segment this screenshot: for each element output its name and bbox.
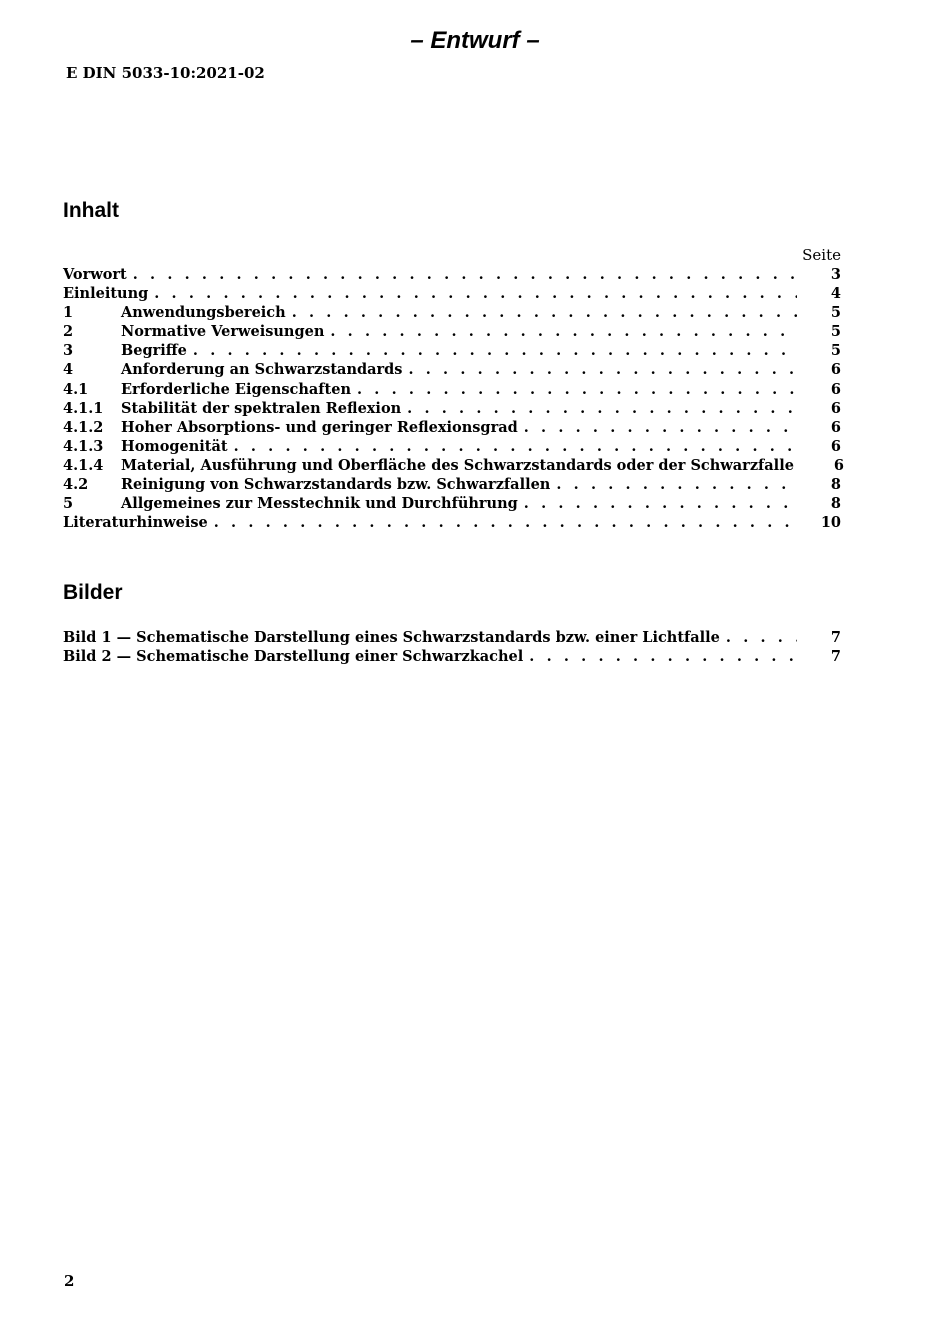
toc-entry[interactable] (63, 322, 841, 341)
toc-entry-number: 4.1.3 (63, 437, 104, 455)
dot-leader (193, 341, 797, 360)
toc-entry[interactable] (63, 341, 841, 360)
toc-entry[interactable] (63, 265, 841, 284)
toc-entry-title: Bild 1 — Schematische Darstellung eines Schwarzstandards bzw. einer Lichtfalle (63, 629, 720, 646)
figure-entry[interactable] (63, 647, 841, 666)
toc-entry-page: 10 (820, 514, 841, 532)
toc-entry-title: Einleitung (63, 285, 149, 303)
dot-leader (407, 399, 797, 418)
toc-entry-title: Stabilität der spektralen Reflexion (121, 399, 402, 417)
toc-entry-page: 6 (830, 399, 841, 417)
dot-leader (726, 628, 797, 647)
figure-entry[interactable] (63, 628, 841, 647)
list-of-figures (63, 628, 841, 666)
toc-entry[interactable] (63, 399, 841, 418)
figures-heading: Bilder (63, 581, 123, 604)
toc-entry-title: Anwendungsbereich (121, 304, 286, 322)
toc-entry-title: Reinigung von Schwarzstandards bzw. Schwarzfallen (121, 476, 551, 494)
toc-entry[interactable] (63, 513, 841, 532)
toc-entry-title: Erforderliche Eigenschaften (121, 380, 352, 398)
toc-entry-title: Normative Verweisungen (121, 323, 325, 341)
toc-entry-title: Bild 2 — Schematische Darstellung einer Schwarzkachel (63, 648, 524, 666)
dot-leader (214, 513, 797, 532)
table-of-contents (63, 246, 844, 532)
toc-entry[interactable] (63, 494, 841, 513)
dot-leader (524, 494, 797, 513)
toc-entry-page: 6 (830, 437, 841, 455)
toc-entry-title: Hoher Absorptions- und geringer Reflexionsgrad (121, 418, 518, 436)
toc-entry-title: Homogenität (121, 437, 228, 455)
toc-entry-number: 2 (63, 323, 74, 341)
dot-leader (292, 303, 797, 322)
toc-entry-title: Allgemeines zur Messtechnik und Durchführung (121, 495, 518, 513)
figure-entries (63, 628, 841, 666)
toc-entry-title: Vorwort (63, 266, 127, 283)
toc-entry[interactable] (63, 303, 841, 322)
toc-entry-number: 4.1 (63, 380, 89, 398)
dot-leader (408, 360, 797, 379)
dot-leader (357, 380, 797, 399)
toc-entry-number: 1 (63, 304, 74, 322)
toc-entry-page: 8 (830, 495, 841, 513)
dot-leader (524, 418, 797, 437)
toc-entry[interactable] (63, 437, 841, 456)
toc-entry-title: Begriffe (121, 342, 187, 360)
toc-entry-page: 7 (830, 648, 841, 666)
document-id: E DIN 5033-10:2021-02 (66, 64, 265, 82)
toc-entry-page: 6 (833, 456, 844, 474)
toc-entry-number: 4.1.1 (63, 399, 104, 417)
toc-entry-title: Literaturhinweise (63, 514, 208, 532)
toc-entry-page: 4 (830, 285, 841, 303)
toc-entry-page: 7 (830, 629, 841, 646)
toc-entry[interactable] (63, 284, 841, 303)
toc-entry-page: 5 (830, 342, 841, 360)
toc-entry-number: 4.1.4 (63, 456, 104, 474)
toc-entry-number: 3 (63, 342, 74, 360)
dot-leader (234, 437, 797, 456)
dot-leader (133, 265, 797, 284)
dot-leader (529, 647, 797, 666)
dot-leader (556, 475, 797, 494)
toc-entry-title: Material, Ausführung und Oberfläche des Schwarzstandards oder der Schwarzfalle (121, 456, 794, 474)
toc-entry-number: 4.1.2 (63, 418, 104, 436)
toc-entry-number: 4 (63, 361, 74, 379)
toc-entry[interactable] (63, 360, 841, 379)
toc-entry-number: 5 (63, 495, 74, 513)
page-column-label: Seite (802, 246, 841, 264)
toc-entry-title: Anforderung an Schwarzstandards (121, 361, 403, 379)
page-number: 2 (64, 1272, 75, 1290)
toc-entry-page: 6 (830, 380, 841, 398)
toc-entry[interactable] (63, 380, 841, 399)
toc-entry-page: 3 (830, 266, 841, 283)
dot-leader (330, 322, 797, 341)
toc-entry-page: 5 (830, 323, 841, 341)
toc-entries (63, 265, 844, 532)
toc-entry[interactable] (63, 418, 841, 437)
toc-entry[interactable] (63, 475, 841, 494)
toc-entry-page: 5 (830, 304, 841, 322)
toc-entry-page: 6 (830, 418, 841, 436)
contents-heading: Inhalt (63, 199, 119, 222)
toc-entry[interactable] (63, 456, 844, 475)
toc-entry-page: 8 (830, 476, 841, 494)
dot-leader (154, 284, 797, 303)
toc-entry-page: 6 (830, 361, 841, 379)
draft-label: – Entwurf – (410, 27, 540, 54)
toc-entry-number: 4.2 (63, 476, 89, 494)
